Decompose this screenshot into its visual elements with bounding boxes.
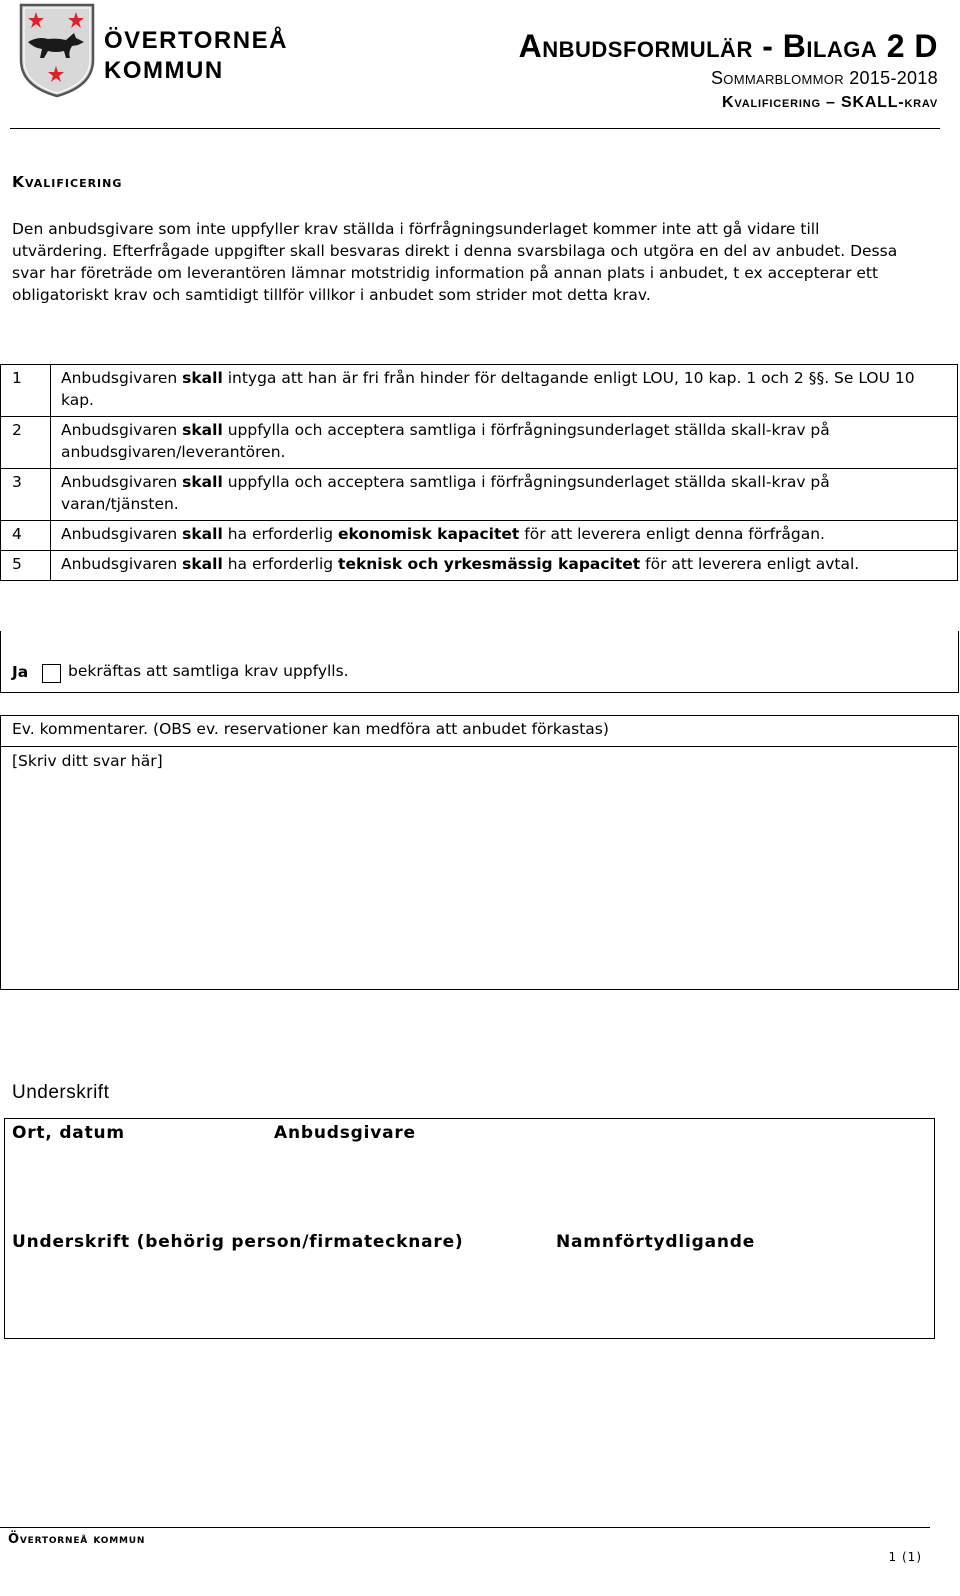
requirement-number: 1 <box>1 365 51 417</box>
document-title: Anbudsformulär - Bilaga 2 D <box>518 28 938 64</box>
header-divider <box>10 128 940 129</box>
requirement-emphasis: ekonomisk kapacitet <box>338 525 520 543</box>
requirement-text-part: Anbudsgivaren <box>61 473 183 491</box>
comments-answer-field[interactable]: [Skriv ditt svar här] <box>12 752 163 770</box>
comments-box <box>0 715 959 990</box>
signature-field-anbudsgivare[interactable] <box>267 1118 935 1230</box>
requirement-number: 5 <box>1 551 51 581</box>
requirement-emphasis: skall <box>182 421 223 439</box>
requirement-text-part: Anbudsgivaren <box>61 525 183 543</box>
document-subtitle: Sommarblommor 2015-2018 <box>711 68 938 88</box>
requirement-emphasis: skall <box>182 369 223 387</box>
document-section-title: Kvalificering – SKALL-krav <box>722 94 938 111</box>
requirement-text-part: Anbudsgivaren <box>61 421 183 439</box>
requirement-row <box>1 365 958 417</box>
requirement-text-part: intyga att han är fri från hinder för deltagande enligt LOU, 10 kap. 1 och 2 §§. Se LOU 10 kap. <box>61 369 915 409</box>
signature-label-namnfortydligande: Namnförtydligande <box>556 1232 756 1252</box>
requirement-text <box>51 417 958 469</box>
requirement-text-part: uppfylla och acceptera samtliga i förfrågningsunderlaget ställda skall-krav på varan/tjänsten. <box>61 473 830 513</box>
requirement-row <box>1 417 958 469</box>
requirement-row <box>1 469 958 521</box>
coat-of-arms-logo <box>18 2 96 98</box>
footer-divider <box>0 1527 930 1528</box>
requirement-emphasis: skall <box>182 473 223 491</box>
confirm-checkbox[interactable] <box>42 664 61 683</box>
signature-label-ort-datum: Ort, datum <box>12 1123 125 1143</box>
signature-label-underskrift: Underskrift (behörig person/firmatecknare) <box>12 1232 464 1252</box>
requirement-number: 2 <box>1 417 51 469</box>
signature-field-underskrift[interactable] <box>4 1228 551 1339</box>
signature-field-ort-datum[interactable] <box>4 1118 269 1230</box>
coat-of-arms-icon <box>18 2 96 98</box>
requirement-text-part: Anbudsgivaren <box>61 555 183 573</box>
requirement-text <box>51 521 958 551</box>
footer-org-name: Övertorneå kommun <box>8 1532 146 1547</box>
requirement-text-part: Anbudsgivaren <box>61 369 183 387</box>
signature-heading: Underskrift <box>12 1082 110 1103</box>
requirement-emphasis: teknisk och yrkesmässig kapacitet <box>338 555 641 573</box>
confirm-text: bekräftas att samtliga krav uppfylls. <box>68 662 349 680</box>
requirement-number: 3 <box>1 469 51 521</box>
page-number: 1 (1) <box>888 1550 922 1564</box>
requirement-text-part: ha erforderlig <box>222 555 339 573</box>
requirement-row <box>1 521 958 551</box>
signature-field-namnfortydligande[interactable] <box>549 1228 935 1339</box>
requirement-text <box>51 551 958 581</box>
requirement-number: 4 <box>1 521 51 551</box>
requirement-emphasis: skall <box>182 525 223 543</box>
requirement-text-part: för att leverera enligt denna förfrågan. <box>519 525 825 543</box>
requirement-text <box>51 469 958 521</box>
requirement-emphasis: skall <box>182 555 223 573</box>
signature-label-anbudsgivare: Anbudsgivare <box>274 1123 416 1143</box>
requirement-row <box>1 551 958 581</box>
requirement-text <box>51 365 958 417</box>
requirement-text-part: ha erforderlig <box>222 525 339 543</box>
confirm-label: Ja <box>12 663 29 681</box>
requirement-text-part: uppfylla och acceptera samtliga i förfrågningsunderlaget ställda skall-krav på anbudsgivaren/leverantören. <box>61 421 830 461</box>
org-name-line1: ÖVERTORNEÅ <box>104 27 288 54</box>
intro-paragraph: Den anbudsgivare som inte uppfyller krav ställda i förfrågningsunderlaget kommer inte att gå vidare till utvärdering. Efterfrågade uppgifter skall besvaras direkt i denna svarsbilaga och utgöra en del av anbudet. Dessa svar har företräde om leverantören lämnar motstridig information på annan plats i anbudet, t ex accepterar ett obligatoriskt krav och samtidigt tillför villkor i anbudet som strider mot detta krav. <box>12 220 898 304</box>
section-heading: Kvalificering <box>12 173 123 191</box>
org-name-line2: KOMMUN <box>104 57 224 84</box>
comments-heading: Ev. kommentarer. (OBS ev. reservationer kan medföra att anbudet förkastas) <box>1 716 957 747</box>
requirement-text-part: för att leverera enligt avtal. <box>640 555 860 573</box>
requirements-table <box>0 364 958 581</box>
